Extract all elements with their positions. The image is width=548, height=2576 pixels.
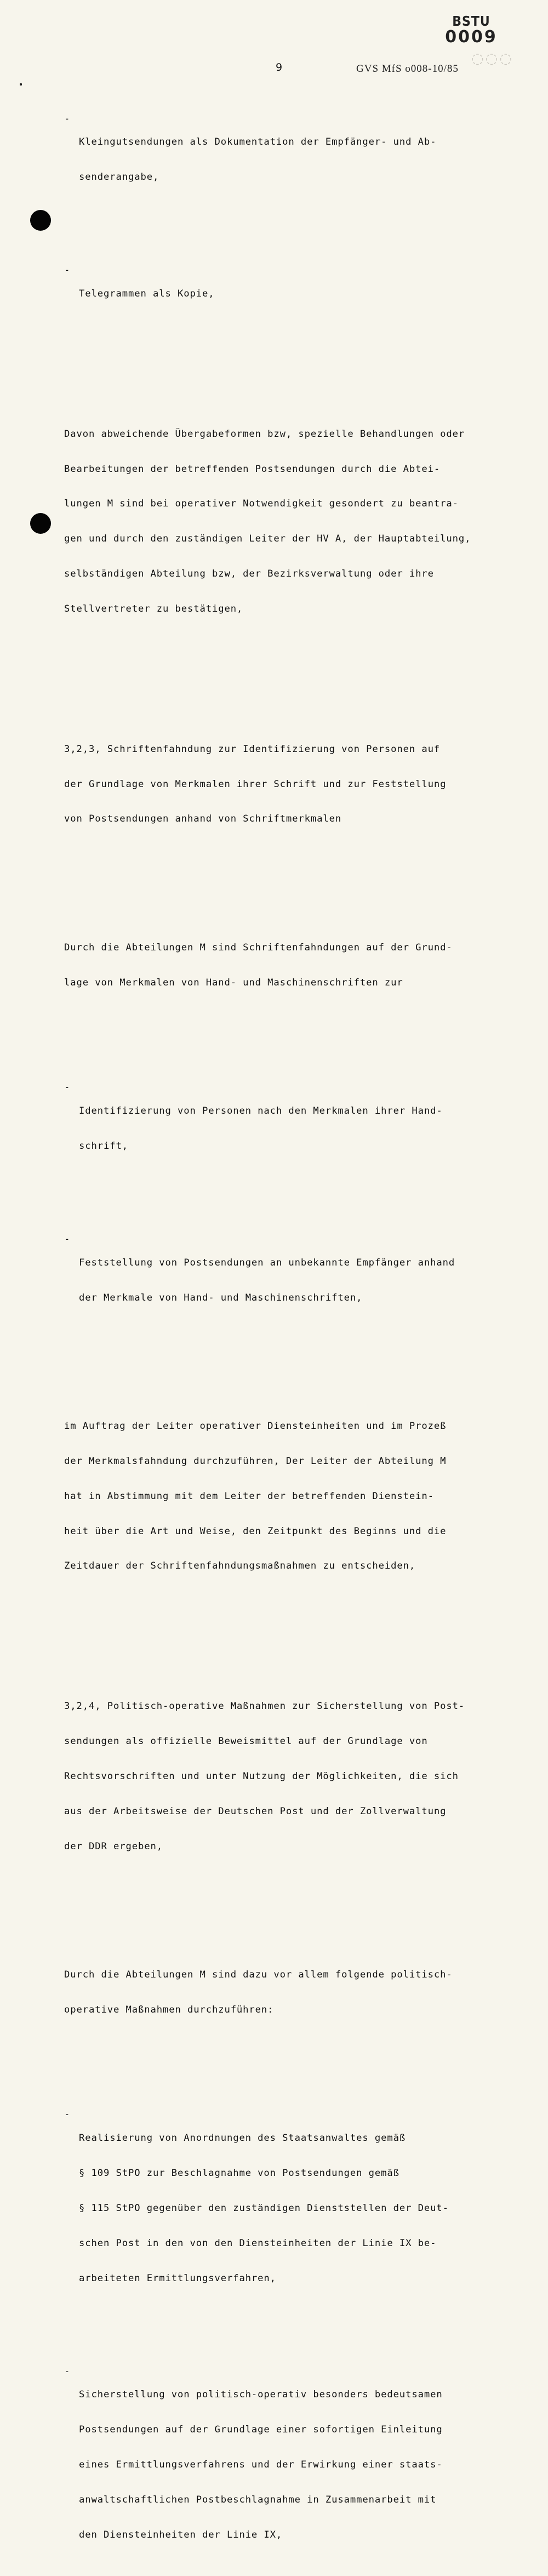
text-line: der Merkmalsfahndung durchzuführen, Der Leiter der Abteilung M xyxy=(64,1455,447,1467)
punch-hole-top xyxy=(30,210,51,231)
list-item xyxy=(64,113,535,207)
text-line: anwaltschaftlichen Postbeschlagnahme in Zusammenarbeit mit xyxy=(79,2494,437,2506)
text-line: § 115 StPO gegenüber den zuständigen Dienststellen der Deut- xyxy=(79,2202,449,2214)
text-line: arbeiteten Ermittlungsverfahren, xyxy=(79,2272,276,2284)
bullet-dash: - xyxy=(64,2366,71,2377)
section-heading-3-2-3 xyxy=(64,720,535,848)
text-line: 3,2,4, Politisch-operative Maßnahmen zur Sicherstellung von Post- xyxy=(64,1700,465,1712)
text-line: Davon abweichende Übergabeformen bzw, spezielle Behandlungen oder xyxy=(64,428,465,440)
text-line: § 109 StPO zur Beschlagnahme von Postsendungen gemäß xyxy=(79,2167,399,2179)
archive-stamp xyxy=(438,15,504,46)
list-item xyxy=(64,2366,535,2564)
text-line: von Postsendungen anhand von Schriftmerkmalen xyxy=(64,813,342,825)
faded-stamp-mark: ◌◌◌ xyxy=(471,50,514,67)
document-body xyxy=(64,90,535,2576)
list-item xyxy=(64,2109,535,2307)
text-line: senderangabe, xyxy=(79,172,159,183)
text-line: Postsendungen auf der Grundlage einer sofortigen Einleitung xyxy=(79,2424,443,2436)
paragraph-approval xyxy=(64,405,535,639)
text-line: der Grundlage von Merkmalen ihrer Schrift und zur Feststellung xyxy=(64,778,447,790)
text-line: Feststellung von Postsendungen an unbekannte Empfänger anhand xyxy=(79,1257,455,1268)
bullet-dash: - xyxy=(64,113,71,124)
text-line: Durch die Abteilungen M sind dazu vor allem folgende politisch- xyxy=(64,1969,453,1980)
text-line: selbständigen Abteilung bzw, der Bezirksverwaltung oder ihre xyxy=(64,568,434,580)
text-line: Durch die Abteilungen M sind Schriftenfahndungen auf der Grund- xyxy=(64,942,453,953)
paragraph-handwriting-search xyxy=(64,919,535,1012)
text-line: Zeitdauer der Schriftenfahndungsmaßnahmen zu entscheiden, xyxy=(64,1560,416,1572)
list-item xyxy=(64,265,535,323)
text-line: Identifizierung von Personen nach den Merkmalen ihrer Hand- xyxy=(79,1105,443,1116)
paragraph-measures xyxy=(64,1946,535,2039)
page-number: 9 xyxy=(276,61,283,73)
text-line: schrift, xyxy=(79,1140,128,1152)
bullet-dash: - xyxy=(64,265,71,276)
text-line: Bearbeitungen der betreffenden Postsendungen durch die Abtei- xyxy=(64,463,441,475)
text-line: im Auftrag der Leiter operativer Diensteinheiten und im Prozeß xyxy=(64,1420,447,1432)
punch-hole-bottom xyxy=(30,513,51,534)
text-line: schen Post in den von den Diensteinheiten der Linie IX be- xyxy=(79,2237,437,2249)
text-line: Sicherstellung von politisch-operativ besonders bedeutsamen xyxy=(79,2389,443,2401)
text-line: Rechtsvorschriften und unter Nutzung der Möglichkeiten, die sich xyxy=(64,1770,459,1782)
document-reference: GVS MfS o008-10/85 xyxy=(356,63,459,75)
text-line: 3,2,3, Schriftenfahndung zur Identifizierung von Personen auf xyxy=(64,743,441,755)
text-line: Realisierung von Anordnungen des Staatsanwaltes gemäß xyxy=(79,2132,406,2144)
text-line: gen und durch den zuständigen Leiter der HV A, der Hauptabteilung, xyxy=(64,533,471,545)
list-item xyxy=(64,1234,535,1327)
text-line: Kleingutsendungen als Dokumentation der Empfänger- und Ab- xyxy=(79,136,437,148)
text-line: operative Maßnahmen durchzuführen: xyxy=(64,2004,274,2015)
text-line: aus der Arbeitsweise der Deutschen Post und der Zollverwaltung xyxy=(64,1805,447,1817)
bullet-dash: - xyxy=(64,1234,71,1245)
paragraph-commission xyxy=(64,1397,535,1595)
text-line: Telegrammen als Kopie, xyxy=(79,288,215,300)
text-line: der Merkmale von Hand- und Maschinenschriften, xyxy=(79,1292,363,1303)
bullet-dash: - xyxy=(64,1082,71,1093)
text-line: lungen M sind bei operativer Notwendigkeit gesondert zu beantra- xyxy=(64,498,459,510)
text-line: sendungen als offizielle Beweismittel auf der Grundlage von xyxy=(64,1735,428,1747)
text-line: eines Ermittlungsverfahrens und der Erwirkung einer staats- xyxy=(79,2459,443,2471)
text-line: den Diensteinheiten der Linie IX, xyxy=(79,2529,283,2541)
list-item xyxy=(64,1082,535,1175)
text-line: lage von Merkmalen von Hand- und Maschinenschriften zur xyxy=(64,977,403,988)
bullet-dash: - xyxy=(64,2109,71,2121)
stamp-number: 0009 xyxy=(445,27,498,47)
text-line: hat in Abstimmung mit dem Leiter der betreffenden Dienstein- xyxy=(64,1490,434,1502)
section-heading-3-2-4 xyxy=(64,1677,535,1876)
stamp-archive: BSTU xyxy=(452,14,490,30)
paper-speck xyxy=(20,83,22,86)
text-line: Stellvertreter zu bestätigen, xyxy=(64,603,243,615)
text-line: der DDR ergeben, xyxy=(64,1840,163,1852)
text-line: heit über die Art und Weise, den Zeitpunkt des Beginns und die xyxy=(64,1525,447,1537)
